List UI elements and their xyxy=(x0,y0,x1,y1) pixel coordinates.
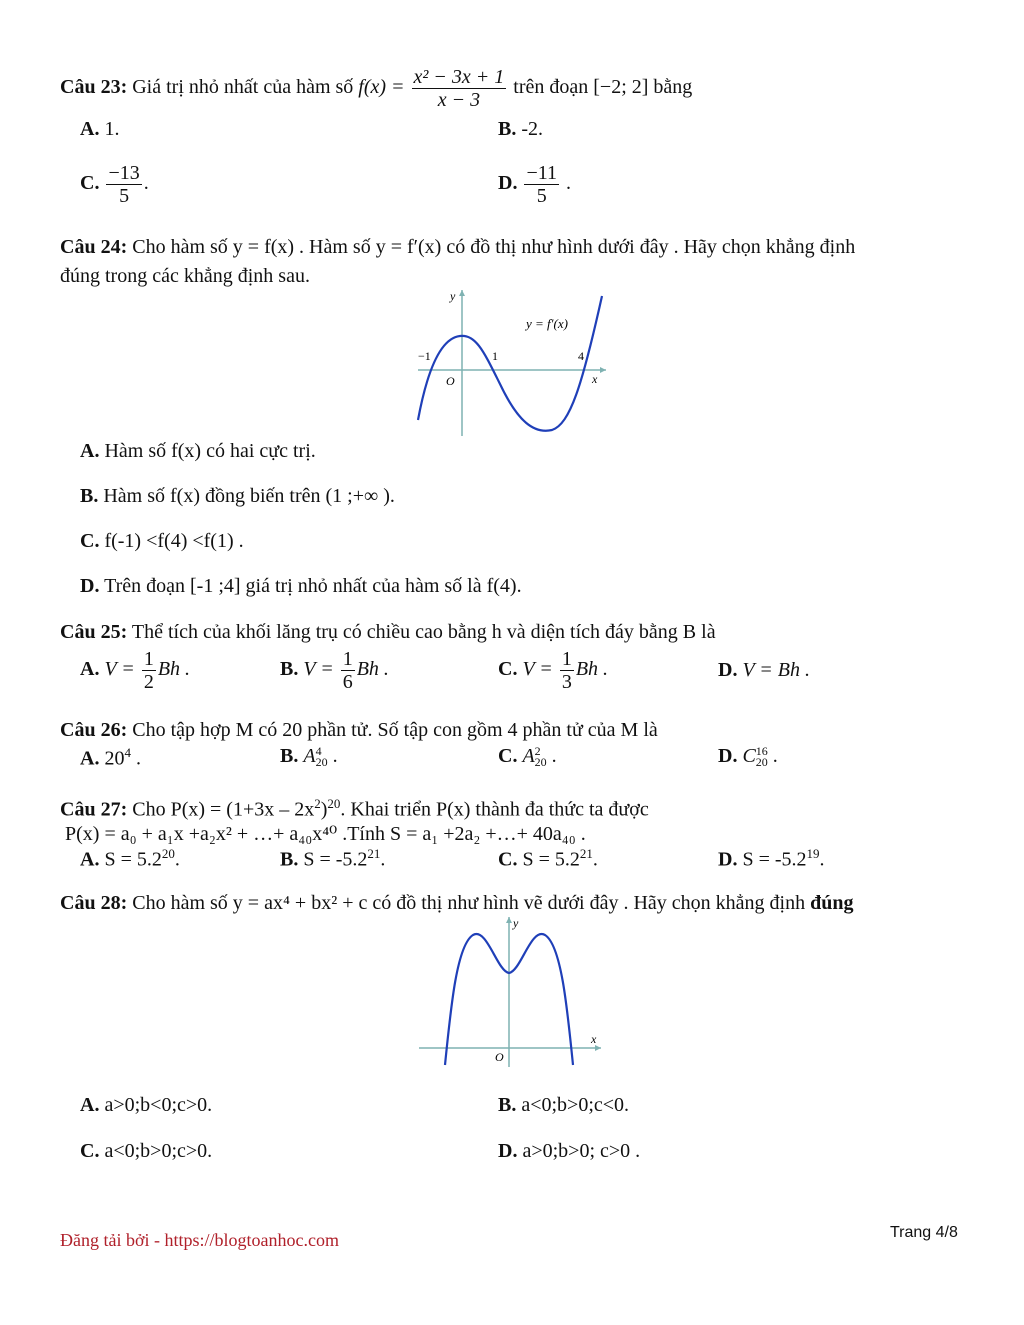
q28-option-c xyxy=(80,1140,212,1163)
q27-c-base: S = 5.2 xyxy=(522,848,580,871)
q26-b-sub: 20 xyxy=(315,755,328,770)
q27-a-tail: . xyxy=(174,848,180,871)
q23-stem-tail: trên đoạn [−2; 2] bằng xyxy=(513,76,693,99)
q24-y-label: y xyxy=(450,289,456,303)
q28-option-d xyxy=(498,1140,640,1163)
q23-c-num: −13 xyxy=(108,162,140,184)
q27-b-label: B. xyxy=(280,848,299,871)
q25-a-den: 2 xyxy=(143,671,154,693)
q27-option-b xyxy=(280,846,385,872)
q23-fraction xyxy=(412,66,507,111)
q27-stem-line2: P(x) = a₀ + a₁x +a₂x² + …+ a₄₀x⁴⁰ .Tính S = a₁ +2a₂ +…+ 40a₄₀ . xyxy=(65,823,586,845)
q26-d-sub: 20 xyxy=(755,755,768,770)
q28-a-label: A. xyxy=(80,1094,100,1116)
q27-stem-line1 xyxy=(60,796,649,822)
q26-b-label: B. xyxy=(280,745,299,767)
q28-b-text: a<0;b>0;c<0. xyxy=(521,1094,630,1116)
q27-option-a xyxy=(80,846,180,872)
q23-d-label: D. xyxy=(498,172,518,195)
q24-option-a xyxy=(80,440,316,463)
q23-frac-den: x − 3 xyxy=(437,89,481,111)
q24-derivative-graph xyxy=(410,286,610,438)
q24-y-arrow xyxy=(459,290,465,296)
q26-option-b xyxy=(280,745,338,768)
q26-c-label: C. xyxy=(498,745,518,767)
q26-option-c xyxy=(498,745,557,768)
q23-a-text: 1. xyxy=(104,118,120,140)
q27-a-base: S = 5.2 xyxy=(104,848,162,871)
q24-tick-1: 1 xyxy=(492,349,498,363)
q25-b-num: 1 xyxy=(342,648,353,670)
q23-a-label: A. xyxy=(80,118,100,140)
q23-c-fraction xyxy=(106,162,141,207)
q28-d-label: D. xyxy=(498,1140,518,1162)
q26-a-base: 20 xyxy=(104,747,125,770)
q27-line1-b: ) xyxy=(320,798,328,821)
q28-c-text: a<0;b>0;c>0. xyxy=(104,1140,213,1162)
q27-d-label: D. xyxy=(718,848,738,871)
q24-origin-label: O xyxy=(446,374,455,388)
q24-x-arrow xyxy=(600,367,606,373)
q26-a-tail: . xyxy=(130,747,141,770)
q27-option-d xyxy=(718,846,825,872)
q23-c-label: C. xyxy=(80,172,100,195)
q25-c-fraction xyxy=(560,648,574,693)
q27-c-tail: . xyxy=(592,848,598,871)
q23-label: Câu 23: xyxy=(60,76,128,99)
q23-c-den: 5 xyxy=(119,185,130,207)
q25-b-post: Bh . xyxy=(356,658,389,681)
q26-stem-text: Cho tập hợp M có 20 phần tử. Số tập con gồm 4 phần tử của M là xyxy=(132,719,658,741)
q24-b-label: B. xyxy=(80,485,99,507)
q24-a-label: A. xyxy=(80,440,100,462)
q24-b-text: Hàm số f(x) đồng biến trên (1 ;+∞ ). xyxy=(103,485,395,507)
q28-x-label: x xyxy=(591,1032,597,1046)
q25-option-a xyxy=(80,648,190,693)
q23-b-text: -2. xyxy=(521,118,544,140)
q26-d-label: D. xyxy=(718,745,738,767)
q24-tick-minus1: −1 xyxy=(418,349,431,363)
q26-b-tail: . xyxy=(327,745,338,767)
q28-a-text: a>0;b<0;c>0. xyxy=(104,1094,213,1116)
q25-option-d xyxy=(718,659,810,682)
q27-c-sup: 21 xyxy=(579,846,593,861)
q25-option-c xyxy=(498,648,608,693)
q27-line1-sup2: 20 xyxy=(327,796,341,811)
q25-stem xyxy=(60,621,716,644)
q28-label: Câu 28: xyxy=(60,892,128,914)
q25-b-fraction xyxy=(341,648,355,693)
q28-c-label: C. xyxy=(80,1140,100,1162)
q28-quartic-graph xyxy=(415,915,605,1070)
q28-stem-text: Cho hàm số y = ax⁴ + bx² + c có đồ thị như hình vẽ dưới đây . Hãy chọn khẳng định xyxy=(132,892,806,914)
q23-option-d xyxy=(498,162,571,207)
q27-option-c xyxy=(498,846,598,872)
q24-x-label: x xyxy=(592,372,598,386)
q28-origin-label: O xyxy=(495,1050,504,1064)
q28-option-b xyxy=(498,1094,629,1117)
q23-d-num: −11 xyxy=(526,162,557,184)
q26-c-sub: 20 xyxy=(534,755,547,770)
q24-stem-line1 xyxy=(60,236,855,259)
q26-a-sup: 4 xyxy=(124,745,131,760)
q25-c-num: 1 xyxy=(561,648,572,670)
q24-a-text: Hàm số f(x) có hai cực trị. xyxy=(104,440,316,462)
q26-b-sup: 4 xyxy=(315,744,322,759)
q25-c-label: C. xyxy=(498,658,518,681)
q25-option-b xyxy=(280,648,389,693)
q24-line1: Cho hàm số y = f(x) . Hàm số y = f′(x) có đồ thị như hình dưới đây . Hãy chọn khẳng định xyxy=(132,236,856,258)
q26-d-base: C xyxy=(742,745,756,767)
q28-y-label: y xyxy=(513,916,519,930)
q24-option-c xyxy=(80,530,244,553)
q25-c-den: 3 xyxy=(561,671,572,693)
q23-stem-text: Giá trị nhỏ nhất của hàm số xyxy=(132,76,354,99)
q26-b-base: A xyxy=(303,745,316,767)
q26-stem xyxy=(60,719,658,742)
q24-label: Câu 24: xyxy=(60,236,128,258)
q28-y-arrow xyxy=(506,917,512,923)
q25-a-num: 1 xyxy=(143,648,154,670)
q27-a-sup: 20 xyxy=(161,846,175,861)
q26-d-tail: . xyxy=(767,745,778,767)
q27-c-label: C. xyxy=(498,848,518,871)
q24-tick-4: 4 xyxy=(578,349,584,363)
q25-a-pre: V = xyxy=(104,658,135,681)
q24-c-text: f(-1) <f(4) <f(1) . xyxy=(104,530,244,552)
q27-line1-a: Cho P(x) = (1+3x – 2x xyxy=(132,798,315,821)
q25-b-pre: V = xyxy=(303,658,334,681)
q27-b-base: S = -5.2 xyxy=(303,848,368,871)
q26-c-base: A xyxy=(522,745,535,767)
q24-d-text: Trên đoạn [-1 ;4] giá trị nhỏ nhất của hàm số là f(4). xyxy=(104,575,522,597)
q25-c-post: Bh . xyxy=(575,658,609,681)
q23-c-tail: . xyxy=(143,172,149,195)
q27-b-sup: 21 xyxy=(367,846,381,861)
q26-option-a xyxy=(80,745,141,771)
q25-label: Câu 25: xyxy=(60,621,128,643)
q25-d-text: V = Bh . xyxy=(742,659,811,681)
q25-b-label: B. xyxy=(280,658,299,681)
q25-a-fraction xyxy=(142,648,156,693)
q27-b-tail: . xyxy=(380,848,386,871)
q26-option-d xyxy=(718,745,778,768)
q26-c-tail: . xyxy=(546,745,557,767)
q25-b-den: 6 xyxy=(342,671,353,693)
q23-stem xyxy=(60,66,692,111)
q23-b-label: B. xyxy=(498,118,517,140)
q24-d-label: D. xyxy=(80,575,100,597)
q24-option-b xyxy=(80,485,395,508)
q25-a-post: Bh . xyxy=(157,658,191,681)
q24-c-label: C. xyxy=(80,530,100,552)
q27-d-base: S = -5.2 xyxy=(742,848,807,871)
q23-option-b xyxy=(498,118,543,141)
q25-d-label: D. xyxy=(718,659,738,681)
q23-fx: f(x) = xyxy=(358,76,405,99)
q27-line1-sup1: 2 xyxy=(314,796,321,811)
q26-c-sup: 2 xyxy=(534,744,541,759)
q23-d-den: 5 xyxy=(536,185,547,207)
q23-d-fraction xyxy=(524,162,559,207)
q23-option-c xyxy=(80,162,149,207)
page-number: Trang 4/8 xyxy=(890,1224,958,1241)
q26-label: Câu 26: xyxy=(60,719,128,741)
q27-d-tail: . xyxy=(819,848,825,871)
q26-a-label: A. xyxy=(80,747,100,770)
q28-b-label: B. xyxy=(498,1094,517,1116)
q27-label: Câu 27: xyxy=(60,798,128,821)
q24-option-d xyxy=(80,575,522,598)
q27-line1-c: . Khai triển P(x) thành đa thức ta được xyxy=(340,798,649,821)
q28-option-a xyxy=(80,1094,212,1117)
footer-source: Đăng tải bởi - https://blogtoanhoc.com xyxy=(60,1230,339,1250)
q28-stem xyxy=(60,892,853,915)
q24-stem-line2: đúng trong các khẳng định sau. xyxy=(60,265,310,287)
q28-stem-bold: đúng xyxy=(810,892,854,914)
q25-a-label: A. xyxy=(80,658,100,681)
q26-d-sup: 16 xyxy=(755,744,768,759)
q28-d-text: a>0;b>0; c>0 . xyxy=(522,1140,641,1162)
q27-d-sup: 19 xyxy=(806,846,820,861)
q24-curve xyxy=(418,296,602,431)
q25-c-pre: V = xyxy=(522,658,553,681)
q24-curve-label: y = f′(x) xyxy=(526,316,568,331)
q23-d-tail: . xyxy=(566,172,571,195)
q23-option-a xyxy=(80,118,119,141)
q27-a-label: A. xyxy=(80,848,100,871)
q23-frac-num: x² − 3x + 1 xyxy=(413,66,505,88)
q25-stem-text: Thể tích của khối lăng trụ có chiều cao bằng h và diện tích đáy bằng B là xyxy=(131,621,716,643)
